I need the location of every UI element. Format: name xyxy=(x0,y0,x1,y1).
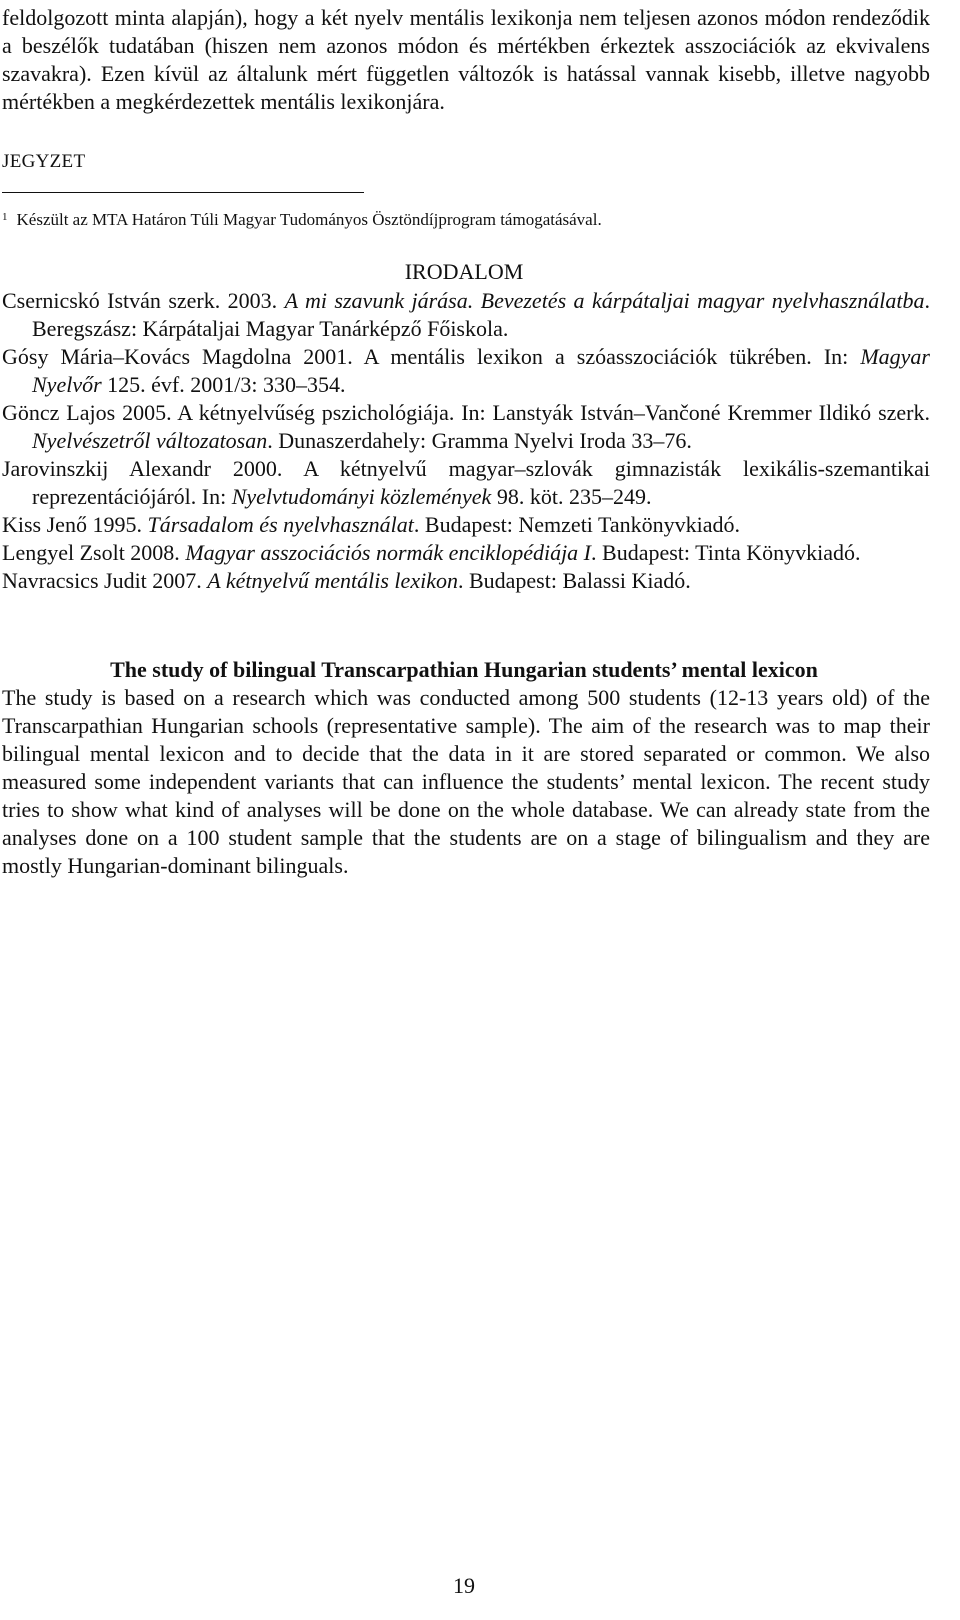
bibliography-entry: Navracsics Judit 2007. A kétnyelvű mentális lexikon. Budapest: Balassi Kiadó. xyxy=(2,568,691,593)
bibliography-list xyxy=(2,287,930,595)
footnote-text: Készült az MTA Határon Túli Magyar Tudományos Ösztöndíjprogram támogatásával. xyxy=(16,210,602,229)
summary-title: The study of bilingual Transcarpathian Hungarian students’ mental lexicon xyxy=(110,657,818,682)
summary-paragraph: The study is based on a research which was conducted among 500 students (12-13 years old) of the Transcarpathian Hungarian schools (representative sample). The aim of the research was to map their bilingual mental lexicon and to decide that the data in it are stored separated or common. We also measured some independent variants that can influence the students’ mental lexicon. The recent study tries to show what kind of analyses will be done on the whole database. We can already state from the analyses done on a 100 student sample that the students are on a stage of bilingualism and they are mostly Hungarian-dominant bilinguals. xyxy=(2,685,930,878)
intro-paragraph: feldolgozott minta alapján), hogy a két nyelv mentális lexikonja nem teljesen azonos módon rendeződik a beszélők tudatában (hiszen nem azonos módon és mértékben érkeztek asszociációk az ekvivalens szavakra). Ezen kívül az általunk mért független változók is hatással vannak kisebb, illetve nagyobb mértékben a megkérdezettek mentális lexikonjára. xyxy=(2,5,930,114)
footnote-mark: 1 xyxy=(2,211,8,223)
bibliography-heading: IRODALOM xyxy=(404,259,524,284)
bibliography-entry: Csernicskó István szerk. 2003. A mi szavunk járása. Bevezetés a kárpátaljai magyar nyelvhasználatba. Beregszász: Kárpátaljai Magyar Tanárképző Főiskola. xyxy=(2,288,930,341)
notes-heading: JEGYZET xyxy=(2,151,86,172)
bibliography-entry: Gósy Mária–Kovács Magdolna 2001. A mentális lexikon a szóasszociációk tükrében. In: Magyar Nyelvőr 125. évf. 2001/3: 330–354. xyxy=(2,344,930,397)
bibliography-entry: Jarovinszkij Alexandr 2000. A kétnyelvű magyar–szlovák gimnazisták lexikális-szemantikai reprezentációjáról. In: Nyelvtudományi közlemények 98. köt. 235–249. xyxy=(2,456,930,509)
footnote-divider xyxy=(2,192,364,193)
bibliography-entry: Lengyel Zsolt 2008. Magyar asszociációs normák enciklopédiája I. Budapest: Tinta Könyvkiadó. xyxy=(2,540,861,565)
bibliography-entry: Kiss Jenő 1995. Társadalom és nyelvhasználat. Budapest: Nemzeti Tankönyvkiadó. xyxy=(2,512,741,537)
page-number: 19 xyxy=(453,1573,475,1598)
bibliography-entry: Göncz Lajos 2005. A kétnyelvűség pszichológiája. In: Lanstyák István–Vančoné Kremmer Ildikó szerk. Nyelvészetről változatosan. Dunaszerdahely: Gramma Nyelvi Iroda 33–76. xyxy=(2,400,930,453)
footnote xyxy=(2,209,602,231)
